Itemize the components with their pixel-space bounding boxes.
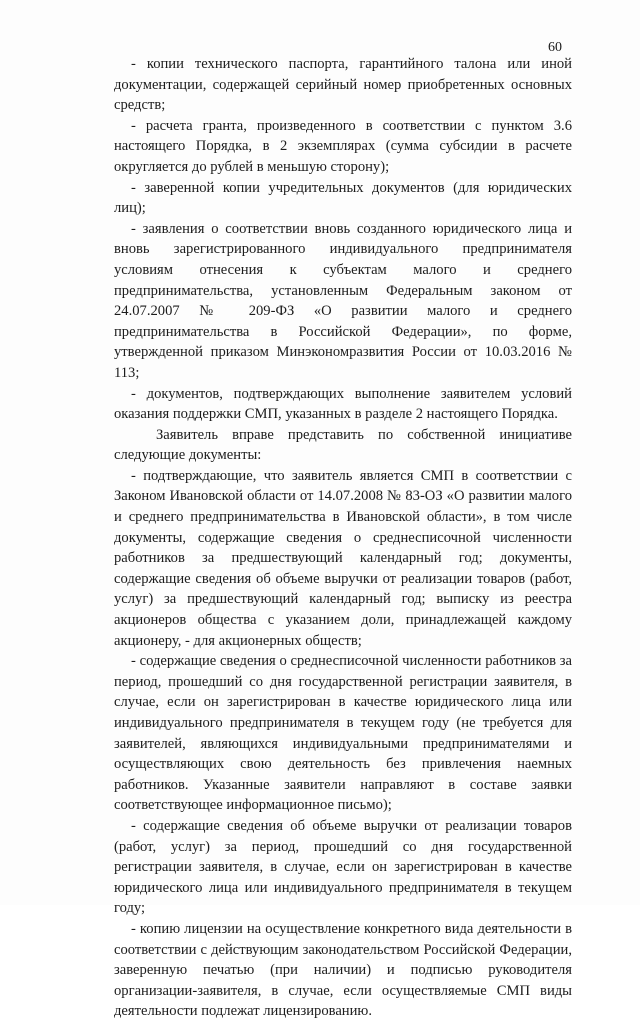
paragraph-smp-confirmation: - подтверждающие, что заявитель является СМП в соответствии с Законом Ивановской области от 14.07.2008 № 83-ОЗ «О развитии малого и среднего предпринимательства в Ивановской области», в том числе документы, содержащие сведения о среднесписочной численности работников за предшествующий календарный год; документы, содержащие сведения об объеме выручки от реализации товаров (работ, услуг) за предшествующий календарный год; выписку из реестра акционеров общества с указанием доли, принадлежащей каждому акционеру, - для акционерных обществ; — [114, 467, 572, 649]
paragraph-revenue-info: - содержащие сведения об объеме выручки от реализации товаров (работ, услуг) за период, прошедший со дня государственной регистрации заявителя, в случае, если он зарегистрирован в качестве юридического лица или индивидуального предпринимателя в текущем году; — [114, 817, 572, 917]
document-body — [114, 54, 572, 1022]
paragraph-compliance-statement: - заявления о соответствии вновь созданного юридического лица и вновь зарегистрированного индивидуального предпринимателя условиям отнесения к субъектам малого и среднего предпринимательства, установленным Федеральным законом от 24.07.2007 № 209-ФЗ «О развитии малого и среднего предпринимательства в Российской Федерации», по форме, утвержденной приказом Минэкономразвития России от 10.03.2016 № 113; — [114, 220, 572, 381]
paragraph-license-copy: - копию лицензии на осуществление конкретного вида деятельности в соответствии с действующим законодательством Российской Федерации, заверенную печатью (при наличии) и подписью руководителя организации-заявителя, в случае, если осуществляемые СМП виды деятельности подлежат лицензированию. — [114, 920, 572, 1020]
paragraph-support-conditions: - документов, подтверждающих выполнение заявителем условий оказания поддержки СМП, указанных в разделе 2 настоящего Порядка. — [114, 385, 572, 423]
paragraph-grant-calculation: - расчета гранта, произведенного в соответствии с пунктом 3.6 настоящего Порядка, в 2 экземплярах (сумма субсидии в расчете округляется до рублей в меньшую сторону); — [114, 117, 572, 175]
paragraph-technical-passport: - копии технического паспорта, гарантийного талона или иной документации, содержащей серийный номер приобретенных основных средств; — [114, 56, 572, 114]
page-number: 60 — [548, 40, 562, 55]
paragraph-optional-documents-intro: Заявитель вправе представить по собственной инициативе следующие документы: — [114, 426, 572, 464]
paragraph-headcount-info: - содержащие сведения о среднесписочной численности работников за период, прошедший со дня государственной регистрации заявителя, в случае, если он зарегистрирован в качестве юридического лица или индивидуального предпринимателя в текущем году (не требуется для заявителей, являющихся индивидуальными предпринимателями и осуществляющих свою деятельность без привлечения наемных работников. Указанные заявители направляют в составе заявки соответствующее информационное письмо); — [114, 653, 572, 814]
paragraph-founding-documents: - заверенной копии учредительных документов (для юридических лиц); — [114, 179, 572, 217]
